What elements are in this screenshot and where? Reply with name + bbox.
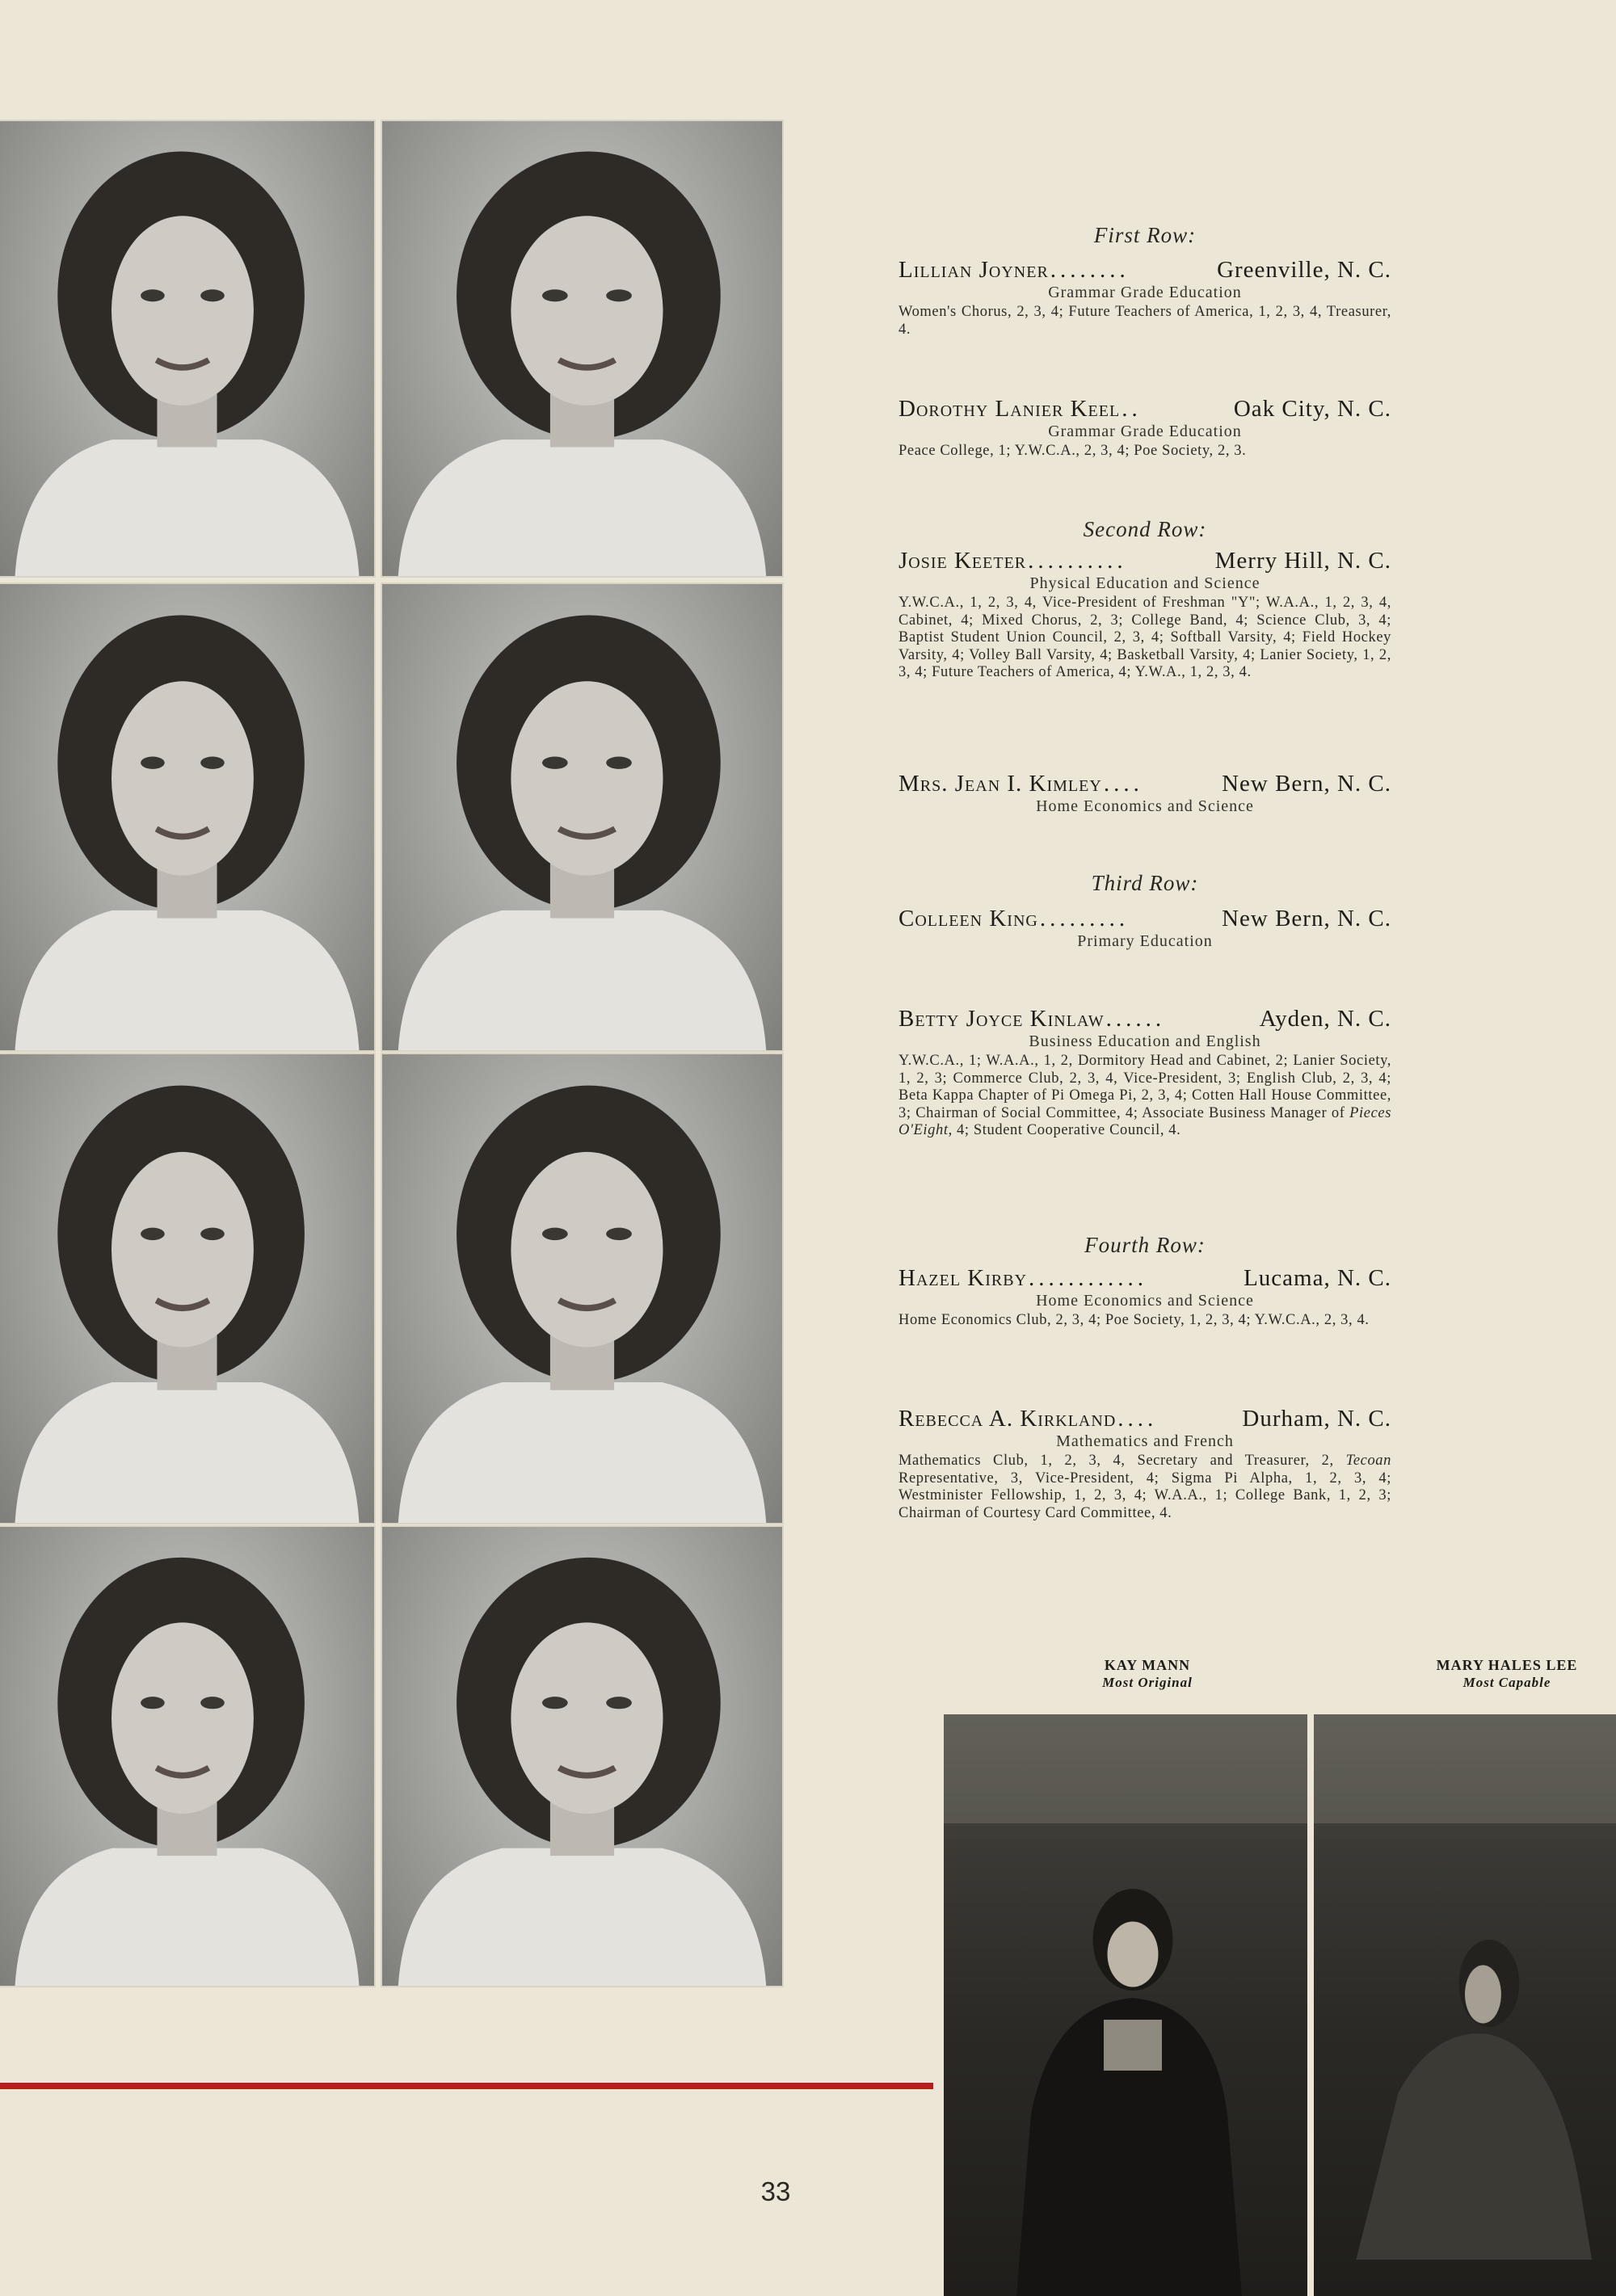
portrait-photo <box>0 584 374 1050</box>
entry-lillian-joyner <box>898 257 1391 339</box>
portrait-jean-kimley <box>382 584 782 1050</box>
hometown: Ayden, N. C. <box>1259 1006 1391 1032</box>
entry-rebecca-kirkland <box>898 1406 1391 1522</box>
activities: Peace College, 1; Y.W.C.A., 2, 3, 4; Poe Society, 2, 3. <box>898 443 1247 459</box>
candid-caption-mary-hales-lee <box>1410 1656 1604 1692</box>
portrait-rebecca-kirkland <box>382 1527 782 1986</box>
activities-text: Mathematics Club, 1, 2, 3, 4, Secretary and Treasurer, 2, <box>898 1453 1346 1469</box>
student-name: Josie Keeter <box>898 548 1027 574</box>
hometown: New Bern, N. C. <box>1222 771 1391 797</box>
student-name: Colleen King <box>898 906 1038 931</box>
student-name: Betty Joyce Kinlaw <box>898 1006 1105 1032</box>
entry-colleen-king <box>898 906 1391 951</box>
row-heading-third: Third Row: <box>1091 871 1199 895</box>
major: Business Education and English <box>1029 1032 1261 1050</box>
row-heading-fourth: Fourth Row: <box>1084 1233 1206 1257</box>
student-name: Rebecca A. Kirkland <box>898 1406 1117 1432</box>
row-heading-second: Second Row: <box>1083 517 1207 541</box>
activities-text: Y.W.C.A., 1; W.A.A., 1, 2, Dormitory Head and Cabinet, 2; Lanier Society, 1, 2, 3; Commerce Club, 2, 3, 4, Vice-President, 3; English Club, 2, 3, 4; Beta Kappa Chapter of Pi Omega Pi, 2, 3, 4; Cotten Hall House Committee, 3; Chairman of Social Committee, 4; Associate Business Manager of <box>898 1053 1391 1121</box>
hometown: Merry Hill, N. C. <box>1214 548 1391 574</box>
portrait-colleen-king <box>0 1054 374 1523</box>
major: Home Economics and Science <box>1036 1292 1254 1310</box>
hometown: Greenville, N. C. <box>1217 257 1391 283</box>
entry-dorothy-lanier-keel <box>898 396 1391 460</box>
activities: Y.W.C.A., 1, 2, 3, 4, Vice-President of Freshman "Y"; W.A.A., 1, 2, 3, 4, Cabinet, 4; Mixed Chorus, 2, 3; College Band, 4; Science Club, 3, 4; Baptist Student Union Council, 2, 3, 4; Softball Varsity, 4; Field Hockey Varsity, 4; Volley Ball Varsity, 4; Basketball Varsity, 4; Lanier Society, 1, 2, 3, 4; Future Teachers of America, 4; Y.W.A., 1, 2, 3, 4. <box>898 595 1391 680</box>
portrait-photo <box>0 1054 374 1523</box>
hometown: Oak City, N. C. <box>1233 396 1391 422</box>
entry-josie-keeter <box>898 548 1391 682</box>
entry-betty-joyce-kinlaw <box>898 1006 1391 1140</box>
activities: Home Economics Club, 2, 3, 4; Poe Society, 1, 2, 3, 4; Y.W.C.A., 2, 3, 4. <box>898 1312 1370 1328</box>
name-line <box>898 548 1391 574</box>
activities <box>898 1453 1391 1522</box>
portrait-betty-joyce-kinlaw <box>382 1054 782 1523</box>
leader-dots: ........ <box>1050 257 1130 283</box>
leader-dots: .... <box>1103 771 1143 797</box>
publication-title: Tecoan <box>1345 1453 1391 1469</box>
leader-dots: ............ <box>1029 1265 1148 1291</box>
major: Mathematics and French <box>1056 1432 1234 1450</box>
student-name: Lillian Joyner <box>898 257 1049 283</box>
portrait-photo <box>382 1527 782 1986</box>
page-number: 33 <box>760 2176 791 2206</box>
portrait-photo <box>382 1054 782 1523</box>
portrait-photo <box>382 584 782 1050</box>
activities-text: Representative, 3, Vice-President, 4; Sigma Pi Alpha, 1, 2, 3, 4; Westminister Fellowship, 1, 2, 3, 4; W.A.A., 1; College Bank, 1, 2, 3; Chairman of Courtesy Card Committee, 4. <box>898 1470 1391 1521</box>
candid-title: Most Original <box>1102 1675 1193 1690</box>
leader-dots: ...... <box>1105 1006 1166 1032</box>
activities-text: , 4; Student Cooperative Council, 4. <box>948 1122 1181 1138</box>
candid-scene <box>1314 1714 1616 2296</box>
candid-photo-kay-mann <box>944 1714 1307 2296</box>
name-line <box>898 1265 1391 1291</box>
leader-dots: .......... <box>1028 548 1127 574</box>
major: Grammar Grade Education <box>1048 284 1242 301</box>
leader-dots: ......... <box>1039 906 1130 931</box>
candid-photo-mary-hales-lee <box>1314 1714 1616 2296</box>
major: Grammar Grade Education <box>1048 423 1242 440</box>
candid-title: Most Capable <box>1462 1675 1551 1690</box>
leader-dots: .. <box>1122 396 1142 422</box>
row-heading-first: First Row: <box>1093 223 1197 247</box>
portrait-hazel-kirby <box>0 1527 374 1986</box>
portrait-photo <box>0 121 374 576</box>
hometown: Lucama, N. C. <box>1244 1265 1391 1291</box>
major: Primary Education <box>1077 932 1213 950</box>
publication-title: Pieces O'Eight <box>898 1104 1391 1138</box>
candid-name: MARY HALES LEE <box>1436 1657 1578 1673</box>
major: Physical Education and Science <box>1029 574 1260 592</box>
major: Home Economics and Science <box>1036 797 1254 815</box>
student-name: Mrs. Jean I. Kimley <box>898 771 1102 797</box>
name-line <box>898 1406 1391 1432</box>
name-line <box>898 906 1391 931</box>
entry-hazel-kirby <box>898 1265 1391 1330</box>
portrait-josie-keeter <box>0 584 374 1050</box>
candid-caption-kay-mann <box>1050 1656 1244 1692</box>
portrait-photo <box>382 121 782 576</box>
leader-dots: .... <box>1117 1406 1158 1432</box>
name-line <box>898 771 1391 797</box>
name-line <box>898 396 1391 422</box>
name-line <box>898 257 1391 283</box>
hometown: New Bern, N. C. <box>1222 906 1391 931</box>
candid-scene <box>944 1714 1307 2296</box>
activities <box>898 1053 1391 1140</box>
portrait-lillian-joyner <box>0 121 374 576</box>
student-name: Hazel Kirby <box>898 1265 1028 1291</box>
red-rule <box>0 2083 933 2089</box>
entry-jean-kimley <box>898 771 1391 816</box>
candid-name: KAY MANN <box>1104 1657 1191 1673</box>
name-line <box>898 1006 1391 1032</box>
portrait-dorothy-lanier-keel <box>382 121 782 576</box>
portrait-photo <box>0 1527 374 1986</box>
activities: Women's Chorus, 2, 3, 4; Future Teachers of America, 1, 2, 3, 4, Treasurer, 4. <box>898 304 1391 338</box>
student-name: Dorothy Lanier Keel <box>898 396 1121 422</box>
hometown: Durham, N. C. <box>1242 1406 1391 1432</box>
